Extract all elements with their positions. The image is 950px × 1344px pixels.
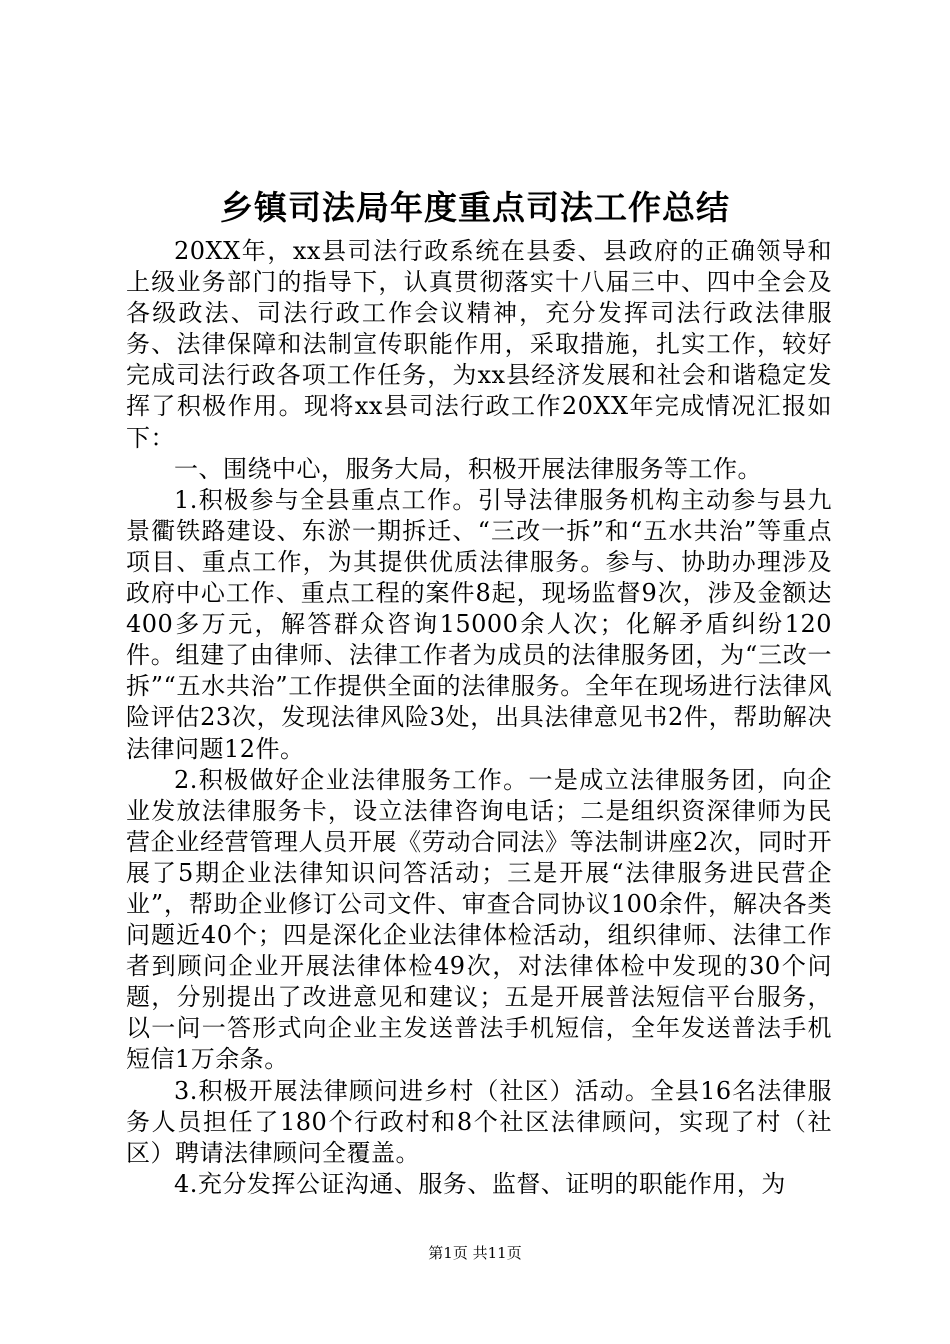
paragraph-item-4: 4.充分发挥公证沟通、服务、监督、证明的职能作用，为 xyxy=(174,1169,786,1198)
paragraph-item-3: 3.积极开展法律顾问进乡村（社区）活动。全县16名法律服务人员担任了180个行政村和8个社区法律顾问，实现了村（社区）聘请法律顾问全覆盖。 xyxy=(126,1076,832,1167)
page-footer: 第1页 共11页 xyxy=(428,1244,522,1262)
paragraph-intro: 20XX年，xx县司法行政系统在县委、县政府的正确领导和上级业务部门的指导下，认真贯彻落实十八届三中、四中全会及各级政法、司法行政工作会议精神，充分发挥司法行政法律服务、法律保障和法制宣传职能作用，采取措施，扎实工作，较好完成司法行政各项工作任务，为xx县经济发展和社会和谐稳定发挥了积极作用。现将xx县司法行政工作20XX年完成情况汇报如下： xyxy=(126,237,832,452)
paragraph-item-2: 2.积极做好企业法律服务工作。一是成立法律服务团，向企业发放法律服务卡，设立法律咨询电话；二是组织资深律师为民营企业经营管理人员开展《劳动合同法》等法制讲座2次，同时开展了5期企业法律知识问答活动；三是开展“法律服务进民营企业”，帮助企业修订公司文件、审查合同协议100余件，解决各类问题近40个；四是深化企业法律体检活动，组织律师、法律工作者到顾问企业开展法律体检49次，对法律体检中发现的30个问题，分别提出了改进意见和建议；五是开展普法短信平台服务，以一问一答形式向企业主发送普法手机短信，全年发送普法手机短信1万余条。 xyxy=(126,765,832,1074)
paragraph-item-1: 1.积极参与全县重点工作。引导法律服务机构主动参与县九景衢铁路建设、东淤一期拆迁、“三改一拆”和“五水共治”等重点项目、重点工作，为其提供优质法律服务。参与、协助办理涉及政府中心工作、重点工程的案件8起，现场监督9次，涉及金额达400多万元，解答群众咨询15000余人次；化解矛盾纠纷120件。组建了由律师、法律工作者为成员的法律服务团，为“三改一拆”“五水共治”工作提供全面的法律服务。全年在现场进行法律风险评估23次，发现法律风险3处，出具法律意见书2件，帮助解决法律问题12件。 xyxy=(126,485,832,763)
document-body xyxy=(126,236,832,1200)
document-title: 乡镇司法局年度重点司法工作总结 xyxy=(220,188,730,227)
paragraph-section-heading: 一、围绕中心，服务大局，积极开展法律服务等工作。 xyxy=(174,454,762,483)
